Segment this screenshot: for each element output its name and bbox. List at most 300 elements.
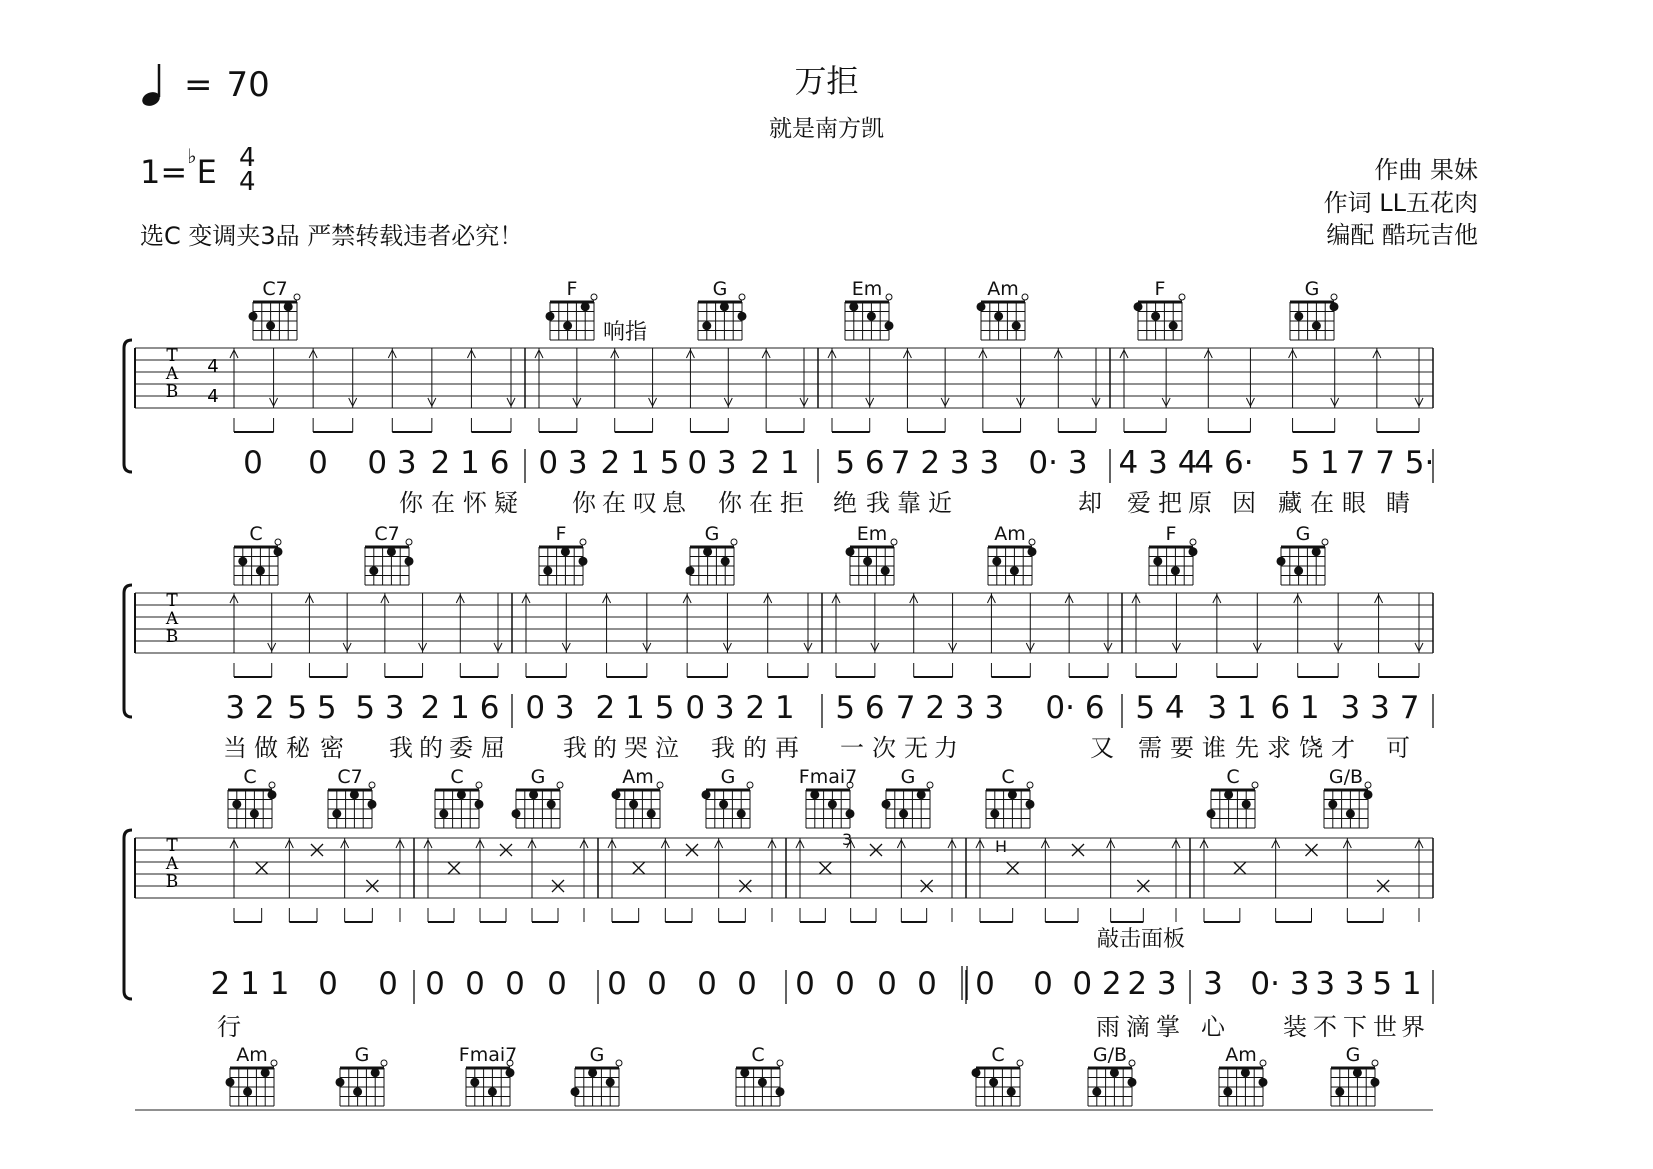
chord-finger-dot [990, 809, 999, 818]
open-string-marker [886, 294, 892, 300]
chord-finger-dot [1312, 547, 1321, 556]
jianpu-note: 0 3 [367, 445, 417, 481]
lyric-char: 原 [1188, 489, 1212, 517]
chord-finger-dot [885, 321, 894, 330]
chord-finger-dot [810, 790, 819, 799]
chord-finger-dot [268, 790, 277, 799]
jianpu-note: 2 1 1 [210, 966, 290, 1002]
open-string-marker [657, 782, 663, 788]
chord-finger-dot [457, 790, 466, 799]
open-string-marker [294, 294, 300, 300]
lyric-char: 可 [1386, 734, 1410, 762]
open-string-marker [406, 539, 412, 545]
chord-finger-dot [863, 557, 872, 566]
jianpu-note: 5 1 [1290, 445, 1340, 481]
tab-system-3 [0, 762, 1653, 1042]
chord-finger-dot [917, 790, 926, 799]
chord-finger-dot [249, 312, 258, 321]
jianpu-note: 2 1 [745, 690, 795, 726]
jianpu-note: 2 1 6 [420, 690, 500, 726]
chord-finger-dot [546, 312, 555, 321]
jianpu-note: 0 [917, 966, 937, 1002]
chord-finger-dot [846, 809, 855, 818]
lyric-char: 要 [1170, 734, 1194, 762]
chord-finger-dot [579, 557, 588, 566]
key-note: E [196, 153, 217, 191]
chord-finger-dot [571, 1087, 580, 1096]
jianpu-note: 0 [975, 966, 995, 1002]
tab-letter: B [165, 627, 179, 647]
open-string-marker [1129, 1060, 1135, 1066]
chord-finger-dot [1224, 790, 1233, 799]
chord-finger-dot [1134, 302, 1143, 311]
chord-finger-dot [846, 547, 855, 556]
jianpu-note: 0 2 [1072, 966, 1122, 1002]
key-prefix: 1= [140, 153, 188, 191]
jianpu-note: 3 [1203, 966, 1223, 1002]
chord-finger-dot [1092, 1087, 1101, 1096]
chord-name: C [243, 766, 257, 788]
chord-finger-dot [1189, 547, 1198, 556]
chord-finger-dot [994, 312, 1003, 321]
jianpu-note: 3 1 [1207, 690, 1257, 726]
jianpu-note: 2 1 5 [595, 690, 675, 726]
chord-finger-dot [371, 1068, 380, 1077]
open-string-marker [271, 1060, 277, 1066]
jianpu-note: 0 [425, 966, 445, 1002]
chord-finger-dot [1169, 321, 1178, 330]
chord-name: G [720, 766, 736, 788]
chord-name: Am [994, 523, 1026, 545]
open-string-marker [275, 539, 281, 545]
jianpu-note: 3 2 [225, 690, 275, 726]
lyric-char: 怀 [463, 489, 487, 517]
chord-finger-dot [629, 800, 638, 809]
chord-name: Fmai7 [798, 766, 858, 788]
chord-finger-dot [470, 1078, 479, 1087]
chord-finger-dot [547, 800, 556, 809]
jianpu-note: 7 7 5· [1345, 445, 1435, 481]
jianpu-note: 4 6· [1194, 445, 1254, 481]
jianpu-note: 5 1 [1372, 966, 1422, 1002]
chord-name: Am [236, 1044, 268, 1066]
lyric-char: 屈 [481, 734, 505, 762]
chord-finger-dot [612, 790, 621, 799]
time-signature [239, 143, 256, 197]
chord-finger-dot [849, 302, 858, 311]
jianpu-note: 0 [737, 966, 757, 1002]
chord-name: C [249, 523, 263, 545]
open-string-marker [891, 539, 897, 545]
jianpu-note: 2 3 [1127, 966, 1177, 1002]
lyric-char: 把 [1158, 489, 1182, 517]
chord-finger-dot [1259, 1078, 1268, 1087]
chord-name: Am [622, 766, 654, 788]
open-string-marker [927, 782, 933, 788]
jianpu-note: 0· 3 [1028, 445, 1088, 481]
lyric-char: 滴 [1126, 1013, 1150, 1041]
chord-finger-dot [1153, 557, 1162, 566]
open-string-marker [591, 294, 597, 300]
chord-name: Em [856, 523, 888, 545]
chord-finger-dot [1012, 321, 1021, 330]
tab-letter: B [165, 382, 179, 402]
lyric-char: 才 [1331, 734, 1355, 762]
lyric-char: 的 [593, 734, 617, 762]
chord-finger-dot [261, 1068, 270, 1077]
lyric-char: 谁 [1202, 734, 1226, 762]
lyric-char: 密 [320, 734, 344, 762]
chord-name: C7 [374, 523, 400, 545]
chord-name: G [1345, 1044, 1361, 1066]
chord-finger-dot [1007, 1087, 1016, 1096]
lyric-char: 藏 [1278, 489, 1302, 517]
muted-note-mark [448, 862, 460, 874]
open-string-marker [1252, 782, 1258, 788]
chord-finger-dot [1364, 790, 1373, 799]
chord-finger-dot [274, 547, 283, 556]
lyric-char: 息 [662, 489, 686, 517]
chord-finger-dot [512, 809, 521, 818]
open-string-marker [269, 782, 275, 788]
tab-letter: B [165, 872, 179, 892]
system-bracket [124, 340, 132, 472]
open-string-marker [1331, 294, 1337, 300]
lyric-char: 因 [1232, 489, 1256, 517]
lyric-char: 你 [572, 489, 596, 517]
lyric-char: 靠 [897, 489, 921, 517]
annotation-snap: 响指 [603, 320, 648, 345]
tab-letter: T [166, 591, 178, 611]
lyric-char: 雨 [1096, 1013, 1120, 1041]
jianpu-note: 0 [795, 966, 815, 1002]
chord-name: G [1304, 278, 1320, 300]
quarter-note-icon [140, 62, 170, 108]
jianpu-note: 5 5 [287, 690, 337, 726]
jianpu-note: 0 [318, 966, 338, 1002]
song-title: 万拒 [794, 62, 859, 100]
tempo-marking [140, 62, 270, 108]
chord-finger-dot [702, 790, 711, 799]
jianpu-note: 0 3 [685, 690, 735, 726]
chord-finger-dot [1294, 566, 1303, 575]
chord-finger-dot [588, 1068, 597, 1077]
chord-finger-dot [1242, 800, 1251, 809]
chord-finger-dot [439, 809, 448, 818]
lyric-char: 绝 [833, 489, 857, 517]
lyric-char: 却 [1078, 489, 1102, 517]
jianpu-note: 0 [308, 445, 328, 481]
chord-finger-dot [1241, 1068, 1250, 1077]
tab-system-2 [0, 515, 1653, 765]
chord-finger-dot [1010, 566, 1019, 575]
chord-finger-dot [686, 566, 695, 575]
lyric-char: 掌 [1156, 1013, 1180, 1041]
credit-composer: 作曲 果妹 [1374, 156, 1478, 184]
jianpu-note: 0 [607, 966, 627, 1002]
tempo-value: 70 [226, 65, 270, 105]
chord-name: G [589, 1044, 605, 1066]
lyric-char: 在 [1310, 489, 1334, 517]
lyric-char: 我 [711, 734, 735, 762]
chord-finger-dot [529, 790, 538, 799]
annotation-tap-body: 敲击面板 [1097, 927, 1186, 952]
annotation-hammer: H [995, 837, 1008, 856]
lyric-char: 不 [1313, 1013, 1337, 1041]
chord-finger-dot [992, 557, 1001, 566]
chord-finger-dot [226, 1078, 235, 1087]
chord-finger-dot [561, 547, 570, 556]
lyric-char: 我 [563, 734, 587, 762]
chord-finger-dot [1371, 1078, 1380, 1087]
tab-letter: A [165, 854, 179, 874]
chord-finger-dot [1335, 1087, 1344, 1096]
lyric-char: 先 [1235, 734, 1259, 762]
lyric-char: 你 [718, 489, 742, 517]
open-string-marker [476, 782, 482, 788]
chord-finger-dot [369, 566, 378, 575]
tab-system-4 [0, 1040, 1653, 1169]
time-bottom: 4 [239, 167, 256, 197]
lyric-char: 饶 [1299, 734, 1323, 762]
chord-finger-dot [1008, 790, 1017, 799]
chord-finger-dot [702, 321, 711, 330]
open-string-marker [731, 539, 737, 545]
lyric-char: 哭 [624, 734, 648, 762]
chord-finger-dot [1128, 1078, 1137, 1087]
chord-name: F [1154, 278, 1166, 300]
chord-finger-dot [488, 1087, 497, 1096]
chord-finger-dot [989, 1078, 998, 1087]
open-string-marker [1365, 782, 1371, 788]
system-bracket [124, 585, 132, 717]
jianpu-note: 5 6 [835, 445, 885, 481]
open-string-marker [739, 294, 745, 300]
open-string-marker [1322, 539, 1328, 545]
chord-name: C7 [262, 278, 288, 300]
jianpu-note: 7 2 3 3 [895, 690, 1005, 726]
tab-letter: T [166, 346, 178, 366]
chord-finger-dot [353, 1087, 362, 1096]
jianpu-note: 0 [465, 966, 485, 1002]
chord-finger-dot [1171, 566, 1180, 575]
jianpu-note: 0 [1033, 966, 1053, 1002]
chord-finger-dot [882, 800, 891, 809]
chord-finger-dot [243, 1087, 252, 1096]
tempo-equals: = [184, 65, 213, 105]
lyric-char: 下 [1343, 1013, 1367, 1041]
jianpu-note: 0 [547, 966, 567, 1002]
lyric-char: 求 [1267, 734, 1291, 762]
chord-finger-dot [647, 809, 656, 818]
chord-finger-dot [405, 557, 414, 566]
time-top: 4 [239, 143, 256, 173]
chord-finger-dot [1026, 800, 1035, 809]
chord-name: C [1001, 766, 1015, 788]
jianpu-note: 0 [877, 966, 897, 1002]
chord-finger-dot [256, 566, 265, 575]
open-string-marker [1022, 294, 1028, 300]
tab-time-digit: 4 [207, 356, 219, 377]
jianpu-note: 5 6 [835, 690, 885, 726]
jianpu-note: 0 [697, 966, 717, 1002]
chord-name: C [1226, 766, 1240, 788]
open-string-marker [1027, 782, 1033, 788]
open-string-marker [1017, 1060, 1023, 1066]
chord-finger-dot [266, 321, 275, 330]
tab-time-digit: 4 [207, 386, 219, 407]
chord-name: G [712, 278, 728, 300]
chord-finger-dot [867, 312, 876, 321]
chord-finger-dot [828, 800, 837, 809]
jianpu-note: 5 3 [355, 690, 405, 726]
muted-note-mark [1007, 862, 1019, 874]
chord-name: G [530, 766, 546, 788]
chord-name: F [1165, 523, 1177, 545]
chord-finger-dot [250, 809, 259, 818]
chord-finger-dot [543, 566, 552, 575]
system-bracket [124, 830, 132, 999]
chord-name: G [354, 1044, 370, 1066]
lyric-char: 当 [223, 734, 247, 762]
chord-finger-dot [972, 1068, 981, 1077]
lyric-char: 心 [1201, 1013, 1225, 1041]
chord-finger-dot [1277, 557, 1286, 566]
jianpu-note: 0 [243, 445, 263, 481]
chord-finger-dot [368, 800, 377, 809]
open-string-marker [369, 782, 375, 788]
jianpu-note: 0 [378, 966, 398, 1002]
chord-finger-dot [1151, 312, 1160, 321]
chord-finger-dot [563, 321, 572, 330]
chord-finger-dot [1353, 1068, 1362, 1077]
lyric-char: 秘 [286, 734, 310, 762]
chord-finger-dot [737, 809, 746, 818]
muted-note-mark [633, 862, 645, 874]
tab-letter: T [166, 836, 178, 856]
lyric-char: 界 [1401, 1013, 1425, 1041]
open-string-marker [777, 1060, 783, 1066]
jianpu-note: 6 1 [1270, 690, 1320, 726]
chord-finger-dot [1028, 547, 1037, 556]
chord-finger-dot [506, 1068, 515, 1077]
jianpu-note: 0 3 [525, 690, 575, 726]
lyric-char: 我 [866, 489, 890, 517]
credit-lyricist: 作词 LL五花肉 [1323, 189, 1478, 217]
jianpu-note: 2 1 6 [430, 445, 510, 481]
chord-finger-dot [1294, 312, 1303, 321]
chord-finger-dot [1207, 809, 1216, 818]
chord-finger-dot [703, 547, 712, 556]
chord-finger-dot [738, 312, 747, 321]
chord-name: F [566, 278, 578, 300]
jianpu-note: 0 3 [687, 445, 737, 481]
chord-name: C7 [337, 766, 363, 788]
lyric-char: 又 [1090, 734, 1114, 762]
open-string-marker [1260, 1060, 1266, 1066]
jianpu-note: 0 3 [538, 445, 588, 481]
lyric-char: 睛 [1386, 489, 1410, 517]
lyric-char: 无 [904, 734, 928, 762]
chord-finger-dot [606, 1078, 615, 1087]
tab-letter: A [165, 609, 179, 629]
jianpu-note: 0 [835, 966, 855, 1002]
jianpu-note: 5 4 [1135, 690, 1185, 726]
lyric-char: 世 [1373, 1013, 1397, 1041]
open-string-marker [616, 1060, 622, 1066]
chord-finger-dot [1110, 1068, 1119, 1077]
chord-name: C [751, 1044, 765, 1066]
lyric-char: 在 [431, 489, 455, 517]
lyric-char: 眼 [1342, 489, 1366, 517]
song-artist: 就是南方凯 [769, 116, 884, 142]
chord-finger-dot [721, 557, 730, 566]
chord-finger-dot [581, 302, 590, 311]
muted-note-mark [1234, 862, 1246, 874]
chord-finger-dot [899, 809, 908, 818]
chord-name: G/B [1328, 766, 1364, 788]
lyric-char: 做 [254, 734, 278, 762]
chord-name: Em [851, 278, 883, 300]
lyric-char: 泣 [655, 734, 679, 762]
chord-finger-dot [1328, 800, 1337, 809]
chord-name: G [704, 523, 720, 545]
chord-finger-dot [332, 809, 341, 818]
jianpu-note: 3 3 [1315, 966, 1365, 1002]
open-string-marker [1372, 1060, 1378, 1066]
lyric-char: 爱 [1127, 489, 1151, 517]
lyric-char: 需 [1138, 734, 1162, 762]
chord-name: Am [987, 278, 1019, 300]
chord-finger-dot [284, 302, 293, 311]
chord-finger-dot [1312, 321, 1321, 330]
lyric-char: 行 [217, 1013, 241, 1041]
lyric-char: 近 [928, 489, 952, 517]
chord-finger-dot [881, 566, 890, 575]
lyric-char: 的 [419, 734, 443, 762]
chord-finger-dot [238, 557, 247, 566]
chord-finger-dot [740, 1068, 749, 1077]
chord-finger-dot [475, 800, 484, 809]
chord-finger-dot [776, 1087, 785, 1096]
jianpu-note: 0 [505, 966, 525, 1002]
chord-finger-dot [758, 1078, 767, 1087]
lyric-char: 我 [389, 734, 413, 762]
lyric-char: 在 [749, 489, 773, 517]
chord-name: G [1295, 523, 1311, 545]
open-string-marker [1029, 539, 1035, 545]
lyric-char: 拒 [780, 489, 804, 517]
jianpu-note: 7 2 3 3 [890, 445, 1000, 481]
lyric-char: 力 [934, 734, 958, 762]
chord-finger-dot [350, 790, 359, 799]
chord-name: F [555, 523, 567, 545]
open-string-marker [1179, 294, 1185, 300]
jianpu-note: 4 3 4 [1118, 445, 1198, 481]
open-string-marker [1190, 539, 1196, 545]
lyric-char: 的 [743, 734, 767, 762]
lyric-char: 委 [449, 734, 473, 762]
jianpu-note: 2 1 5 [600, 445, 680, 481]
lyric-char: 疑 [494, 489, 518, 517]
lyric-char: 叹 [633, 489, 657, 517]
annotation-fret: 3 [842, 830, 853, 849]
jianpu-note: 2 1 [750, 445, 800, 481]
chord-name: G [900, 766, 916, 788]
chord-finger-dot [977, 302, 986, 311]
credit-arranger: 编配 酷玩吉他 [1326, 221, 1478, 249]
open-string-marker [381, 1060, 387, 1066]
